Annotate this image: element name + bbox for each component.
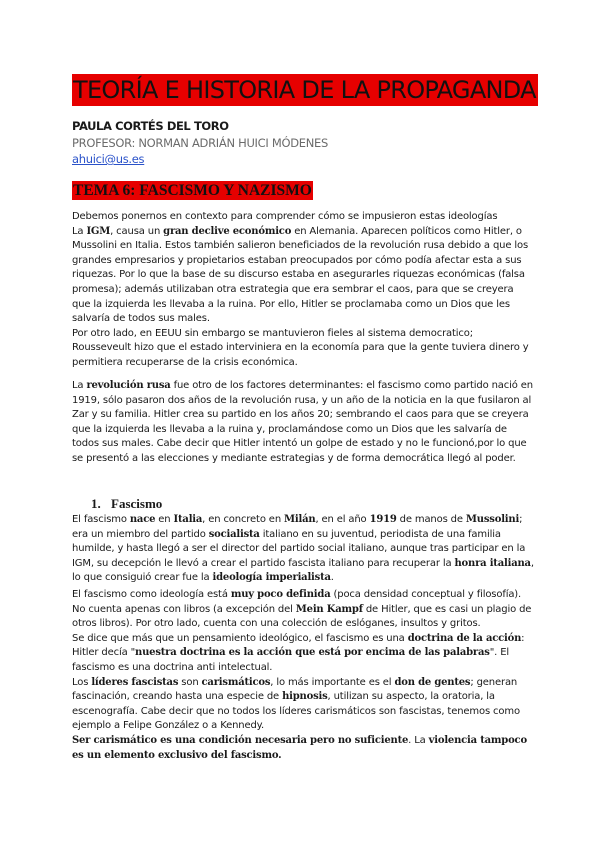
- bold-phrase: ideología imperialista: [212, 572, 331, 584]
- bold-phrase: socialista: [208, 528, 260, 540]
- bold-phrase: muy poco definida: [230, 589, 331, 600]
- bold-phrase: Milán: [284, 514, 316, 525]
- bold-phrase: revolución rusa: [86, 380, 171, 391]
- bold-phrase: IGM: [86, 225, 111, 237]
- paragraph-context: Debemos ponernos en contexto para comprender cómo se impusieron estas ideologías La IGM, causa un gran declive económico en Alemania. Aparecen políticos como Hitler, o Mussolini en Italia. Estos también salieron beneficiados de la revolución rusa debido a que los grandes empresarios y propietarios estaban preocupados por cómo podía afectar esta a sus riquezas. Por lo que la base de su discurso estaba en asegurarles riquezas económicas (falsa promesa); además utilizaban otra estrategia que era sembrar el caos, para que se creyera que la izquierda les llevaba a la ruina. Por ello, Hitler se proclamaba como un Dios que les salvaría de todos sus males. Por otro lado, en EEUU sin embargo se mantuvieron fieles al sistema democratico; Rousseveult hizo que el estado interviniera en la economía para que la gente tuviera dinero y permitiera recuperarse de la crisis económica.: [72, 211, 529, 368]
- bold-phrase: Ser carismático es una condición necesaria pero no suficiente: [72, 734, 409, 746]
- bold-phrase: Mussolini: [465, 514, 520, 525]
- bold-phrase: Italia: [173, 514, 203, 525]
- author-name: PAULA CORTÉS DEL TORO: [72, 119, 229, 133]
- bold-phrase: doctrina de la acción: [407, 632, 522, 644]
- bold-phrase: violencia tampoco es un elemento exclusivo del fascismo.: [72, 734, 527, 761]
- bold-phrase: hipnosis: [282, 691, 328, 703]
- bold-phrase: 1919: [369, 514, 397, 525]
- bold-phrase: carismáticos: [201, 676, 271, 688]
- section-number: 1.: [91, 496, 101, 511]
- topic-title: TEMA 6: FASCISMO Y NAZISMO: [73, 182, 312, 199]
- paragraph-russian-revolution: La revolución rusa fue otro de los factores determinantes: el fascismo como partido nació en 1919, sólo pasaron dos años de la revolución rusa, y un año de la noticia en la que fusilaron al Zar y su familia. Hitler crea su partido en los años 20; sembrando el caos para que se creyera que la izquierda les llevaba a la ruina y, proclamándose como un Dios que les salvaría de todos sus males. Cabe decir que Hitler intentó un golpe de estado y no le funcionó,por lo que se presentó a las elecciones y mediante estrategias y de forma democrática llegó al poder.: [72, 380, 533, 464]
- paragraph-fascism-origin: El fascismo nace en Italia, en concreto en Milán, en el año 1919 de manos de Mussolini; era un miembro del partido socialista italiano en su juventud, periodista de una familia humilde, y hasta llegó a ser el director del partido social italiano, aunque tras participar en la IGM, su decepción le llevó a crear el partido fascista italiano para recuperar la honra italiana, lo que consiguió crear fue la ideología imperialista.: [72, 514, 534, 584]
- bold-phrase: honra italiana: [454, 557, 531, 569]
- course-title: TEORÍA E HISTORIA DE LA PROPAGANDA: [73, 76, 536, 104]
- section-heading-fascismo: [91, 496, 162, 512]
- section-title: Fascismo: [111, 496, 163, 511]
- bold-phrase: nuestra doctrina es la acción que está por encima de las palabras: [135, 647, 490, 659]
- email-link[interactable]: ahuici@us.es: [72, 152, 145, 166]
- bold-phrase: don de gentes: [394, 676, 471, 688]
- bold-phrase: Mein Kampf: [295, 603, 363, 615]
- bold-phrase: nace: [129, 514, 156, 525]
- bold-phrase: líderes fascistas: [91, 676, 179, 688]
- professor-line: PROFESOR: NORMAN ADRIÁN HUICI MÓDENES: [72, 136, 328, 150]
- bold-phrase: gran declive económico: [163, 225, 292, 237]
- paragraph-fascism-ideology: El fascismo como ideología está muy poco definida (poca densidad conceptual y filosofía). No cuenta apenas con libros (a excepción del Mein Kampf de Hitler, que es casi un plagio de otros libros). Por otro lado, cuenta con una colección de eslóganes, insultos y gritos. Se dice que más que un pensamiento ideológico, el fascismo es una doctrina de la acción: Hitler decía "nuestra doctrina es la acción que está por encima de las palabras". El fascismo es una doctrina anti intelectual. Los líderes fascistas son carismáticos, lo más importante es el don de gentes; generan fascinación, creando hasta una especie de hipnosis, utilizan su aspecto, la oratoria, la escenografía. Cabe decir que no todos los líderes carismáticos son fascistas, tenemos como ejemplo a Felipe González o a Kennedy. Ser carismático es una condición necesaria pero no suficiente. La violencia tampoco es un elemento exclusivo del fascismo.: [72, 589, 532, 761]
